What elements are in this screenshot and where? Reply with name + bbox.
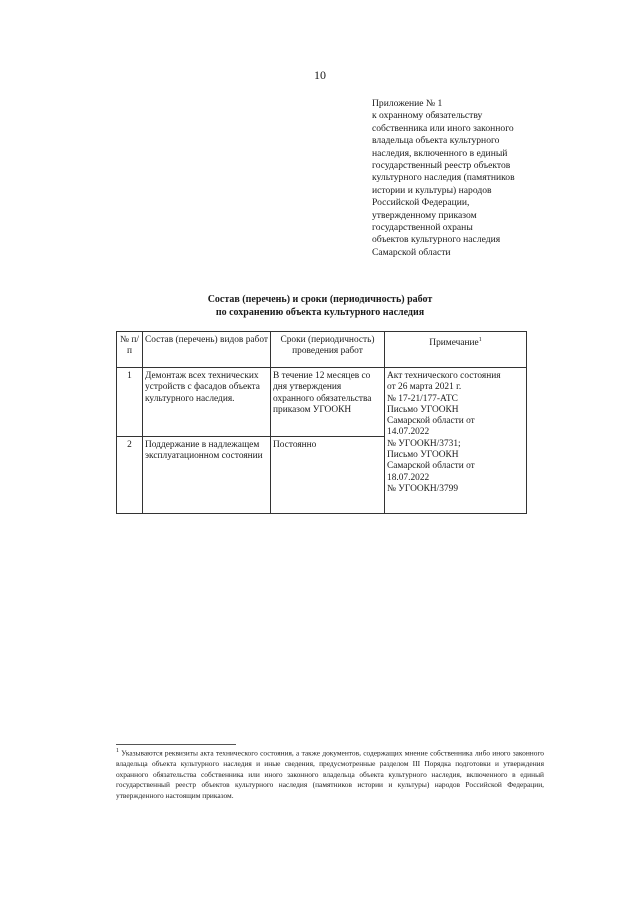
- note-line: Акт технического состояния: [387, 371, 501, 381]
- appendix-line: Российской Федерации,: [372, 197, 470, 209]
- row-num: 1: [117, 368, 143, 437]
- appendix-line: наследия, включенного в единый: [372, 147, 508, 159]
- row-terms: Постоянно: [271, 437, 385, 514]
- appendix-header: [372, 98, 572, 259]
- table-row: [117, 368, 527, 437]
- table-title: [0, 294, 640, 319]
- footnote-divider: [116, 744, 236, 745]
- header-works: Состав (перечень) видов работ: [143, 332, 271, 368]
- appendix-line: объектов культурного наследия: [372, 234, 501, 246]
- header-terms: Сроки (периодичность) проведения работ: [271, 332, 385, 368]
- note-line: Самарской области от: [387, 461, 475, 472]
- header-note: [385, 332, 527, 368]
- note-line: Письмо УГООКН: [387, 404, 459, 415]
- header-note-footnote-marker: 1: [478, 337, 482, 343]
- works-table: [116, 331, 527, 514]
- footnote-marker: 1: [116, 748, 119, 754]
- header-num: № п/п: [117, 332, 143, 368]
- row-num: 2: [117, 437, 143, 514]
- appendix-line: владельца объекта культурного: [372, 135, 500, 147]
- appendix-line: истории и культуры) народов: [372, 184, 492, 196]
- appendix-line: утвержденному приказом: [372, 209, 477, 221]
- footnote-text: Указываются реквизиты акта технического состояния, а также документов, содержащих мнение собственника либо иного законного владельца объекта культурного наследия и иные сведения, предусмотренные разделом III Порядка подготовки и утверждения охранного обязательства собственника или иного законного владельца объекта культурного наследия, включенного в единый государственный реестр объектов культурного наследия (памятников истории и культуры) народов Российской Федерации, утвержденного настоящим приказом.: [116, 748, 544, 800]
- row-works: Поддержание в надлежащем эксплуатационном состоянии: [143, 437, 271, 514]
- appendix-line: Приложение № 1: [372, 98, 443, 109]
- appendix-line: государственной охраны: [372, 222, 473, 234]
- appendix-line: собственника или иного законного: [372, 122, 514, 134]
- note-line: 18.07.2022: [387, 472, 430, 483]
- appendix-line: государственный реестр объектов: [372, 160, 511, 172]
- table-title-line1: Состав (перечень) и сроки (периодичность) работ: [207, 294, 433, 305]
- header-note-label: Примечание: [429, 338, 479, 349]
- note-line: Письмо УГООКН: [387, 450, 459, 461]
- table-title-line2: по сохранению объекта культурного наследия: [215, 306, 425, 318]
- appendix-line: культурного наследия (памятников: [372, 172, 515, 184]
- row-note-merged: [385, 368, 527, 514]
- note-line: № УГООКН/3731;: [387, 438, 461, 449]
- table-header-row: [117, 332, 527, 368]
- note-line: 14.07.2022: [387, 427, 430, 438]
- page-number: 10: [314, 68, 326, 82]
- note-line: Самарской области от: [387, 416, 475, 427]
- appendix-line: к охранному обязательству: [372, 110, 483, 122]
- note-line: от 26 марта 2021 г.: [387, 382, 462, 393]
- row-works: Демонтаж всех технических устройств с фасадов объекта культурного наследия.: [143, 368, 271, 437]
- note-line: № УГООКН/3799: [387, 483, 459, 494]
- footnote: [116, 746, 544, 801]
- appendix-line: Самарской области: [372, 246, 451, 258]
- row-terms: В течение 12 месяцев со дня утверждения охранного обязательства приказом УГООКН: [271, 368, 385, 437]
- note-line: № 17-21/177-АТС: [387, 393, 458, 404]
